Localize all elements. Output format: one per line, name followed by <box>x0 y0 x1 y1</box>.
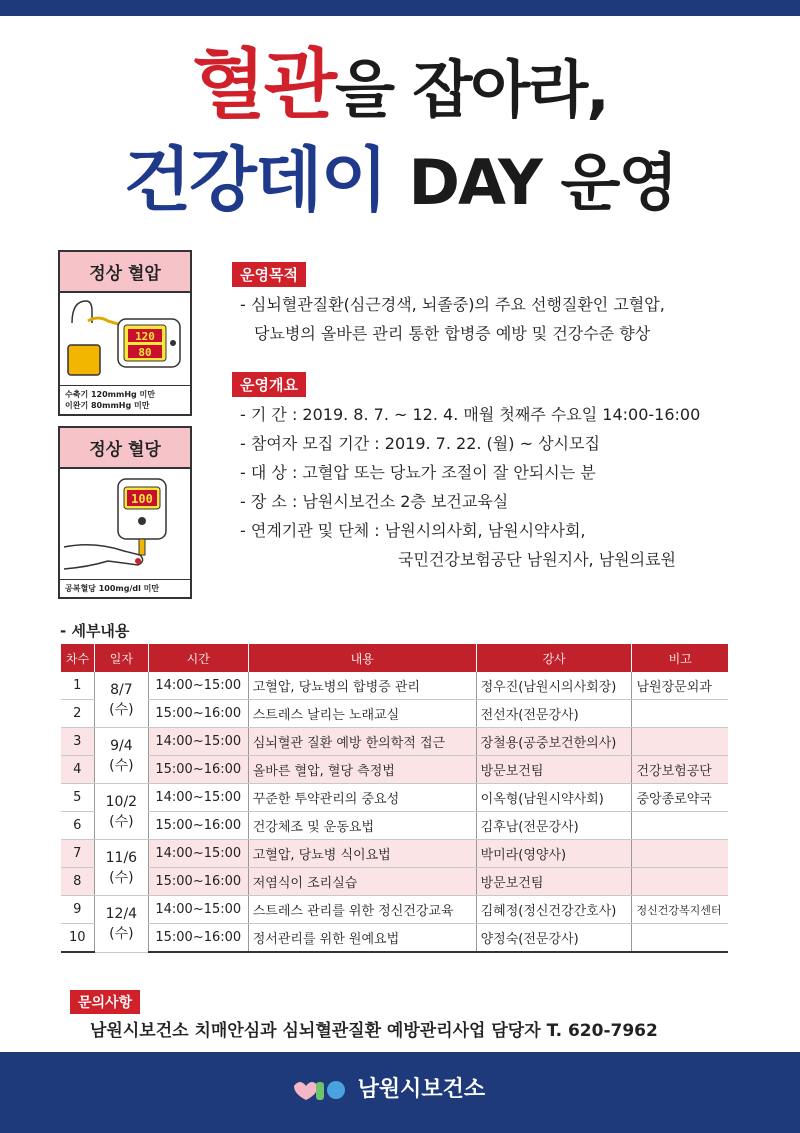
cell-session: 2 <box>61 700 95 728</box>
cell-lecturer: 양정숙(전문강사) <box>476 924 632 953</box>
bp-systolic-label: 수축기 120mmHg 미만 <box>65 390 156 399</box>
cell-content: 저염식이 조리실습 <box>248 868 476 896</box>
cell-lecturer: 방문보건팀 <box>476 756 632 784</box>
cell-note <box>632 812 728 840</box>
cell-note <box>632 728 728 756</box>
contact-text: 남원시보건소 치매안심과 심뇌혈관질환 예방관리사업 담당자 T. 620-7962 <box>90 1021 658 1041</box>
cell-lecturer: 이옥형(남원시약사회) <box>476 784 632 812</box>
table-header-row <box>61 644 729 672</box>
cell-content: 올바른 혈압, 혈당 측정법 <box>248 756 476 784</box>
cell-lecturer: 박미라(영양사) <box>476 840 632 868</box>
cell-lecturer: 방문보건팀 <box>476 868 632 896</box>
blood-pressure-card <box>58 250 192 416</box>
blood-sugar-card <box>58 426 192 599</box>
cell-session: 3 <box>61 728 95 756</box>
card-header: 정상 혈압 <box>60 252 190 293</box>
table-row <box>61 868 729 896</box>
cell-content: 고혈압, 당뇨병 식이요법 <box>248 840 476 868</box>
fasting-glucose-label: 공복혈당 100mg/dl 미만 <box>65 584 160 593</box>
contact-heading: 문의사항 <box>70 990 140 1014</box>
card-header: 정상 혈당 <box>60 428 190 469</box>
table-row <box>61 672 729 700</box>
date-day: (수) <box>109 869 134 886</box>
date-value: 10/2 <box>105 793 138 810</box>
card-footer <box>60 385 190 414</box>
overview-period: - 기 간 : 2019. 8. 7. ~ 12. 4. 매월 첫째주 수요일 14:00-16:00 <box>240 405 701 424</box>
overview-text <box>240 400 700 574</box>
card-footer <box>60 579 190 597</box>
cell-content: 건강체조 및 운동요법 <box>248 812 476 840</box>
header-session: 차수 <box>61 644 95 672</box>
table-row <box>61 756 729 784</box>
top-bar <box>0 0 800 16</box>
cell-content: 스트레스 날리는 노래교실 <box>248 700 476 728</box>
cell-time: 14:00~15:00 <box>148 672 248 700</box>
cell-date <box>94 840 148 896</box>
cell-lecturer: 전선자(전문강사) <box>476 700 632 728</box>
footer-bar <box>0 1052 800 1133</box>
cell-time: 14:00~15:00 <box>148 784 248 812</box>
title-line-1 <box>0 40 800 135</box>
overview-partners: - 연계기관 및 단체 : 남원시의사회, 남원시약사회, <box>240 521 586 540</box>
purpose-heading: 운영목적 <box>232 262 306 287</box>
cell-time: 15:00~16:00 <box>148 924 248 953</box>
cell-session: 7 <box>61 840 95 868</box>
date-day: (수) <box>109 925 134 942</box>
cell-note: 정신건강복지센터 <box>632 896 728 924</box>
header-content: 내용 <box>248 644 476 672</box>
purpose-line-2: 당뇨병의 올바른 관리 통한 합병증 예방 및 건강수준 향상 <box>254 324 651 343</box>
table-row <box>61 840 729 868</box>
cell-note: 남원장문외과 <box>632 672 728 700</box>
title-highlight-blue: 건강데이 <box>123 139 387 221</box>
cell-note <box>632 868 728 896</box>
cell-content: 꾸준한 투약관리의 중요성 <box>248 784 476 812</box>
cell-lecturer: 김후남(전문강사) <box>476 812 632 840</box>
cell-content: 심뇌혈관 질환 예방 한의학적 접근 <box>248 728 476 756</box>
overview-location: - 장 소 : 남원시보건소 2층 보건교육실 <box>240 492 509 511</box>
table-row <box>61 924 729 953</box>
cell-lecturer: 정우진(남원시의사회장) <box>476 672 632 700</box>
cell-note: 중앙종로약국 <box>632 784 728 812</box>
overview-heading: 운영개요 <box>232 372 306 397</box>
cell-time: 15:00~16:00 <box>148 868 248 896</box>
cell-content: 스트레스 관리를 위한 정신건강교육 <box>248 896 476 924</box>
logo-icon <box>290 1076 350 1104</box>
cell-session: 4 <box>61 756 95 784</box>
cell-session: 8 <box>61 868 95 896</box>
cell-session: 1 <box>61 672 95 700</box>
title-line2-rest: DAY 운영 <box>408 146 677 219</box>
cell-date <box>94 896 148 953</box>
cell-time: 15:00~16:00 <box>148 756 248 784</box>
cell-session: 6 <box>61 812 95 840</box>
cell-note <box>632 840 728 868</box>
cell-time: 15:00~16:00 <box>148 812 248 840</box>
bp-systolic-display: 120 <box>135 330 155 343</box>
cell-content: 고혈압, 당뇨병의 합병증 관리 <box>248 672 476 700</box>
date-value: 9/4 <box>110 737 133 754</box>
date-day: (수) <box>109 701 134 718</box>
cell-session: 10 <box>61 924 95 953</box>
header-time: 시간 <box>148 644 248 672</box>
date-day: (수) <box>109 813 134 830</box>
header-lecturer: 강사 <box>476 644 632 672</box>
cell-note <box>632 924 728 953</box>
cell-time: 15:00~16:00 <box>148 700 248 728</box>
cell-lecturer: 김혜정(정신건강간호사) <box>476 896 632 924</box>
cell-content: 정서관리를 위한 원예요법 <box>248 924 476 953</box>
blood-pressure-monitor-icon <box>60 293 190 385</box>
org-name: 남원시보건소 <box>357 1077 486 1102</box>
date-day: (수) <box>109 757 134 774</box>
header-date: 일자 <box>94 644 148 672</box>
cell-date <box>94 672 148 728</box>
table-row <box>61 784 729 812</box>
date-value: 12/4 <box>105 905 138 922</box>
cell-time: 14:00~15:00 <box>148 728 248 756</box>
cell-note: 건강보험공단 <box>632 756 728 784</box>
cell-date <box>94 728 148 784</box>
overview-target: - 대 상 : 고혈압 또는 당뇨가 조절이 잘 안되시는 분 <box>240 463 596 482</box>
bp-diastolic-label: 이완기 80mmHg 미만 <box>65 401 150 410</box>
table-row <box>61 700 729 728</box>
header-note: 비고 <box>632 644 728 672</box>
cell-session: 5 <box>61 784 95 812</box>
date-value: 11/6 <box>105 849 138 866</box>
title-line-2 <box>0 135 800 228</box>
table-row <box>61 896 729 924</box>
bp-diastolic-display: 80 <box>138 346 152 359</box>
overview-partners-cont: 국민건강보험공단 남원지사, 남원의료원 <box>398 550 677 569</box>
overview-recruitment: - 참여자 모집 기간 : 2019. 7. 22. (월) ~ 상시모집 <box>240 434 600 453</box>
purpose-text <box>240 290 665 348</box>
cell-date <box>94 784 148 840</box>
schedule-table <box>60 644 728 953</box>
glucose-meter-icon <box>60 469 190 579</box>
cell-time: 14:00~15:00 <box>148 840 248 868</box>
glucose-display: 100 <box>131 492 153 506</box>
cell-session: 9 <box>61 896 95 924</box>
purpose-line-1: - 심뇌혈관질환(심근경색, 뇌졸중)의 주요 선행질환인 고혈압, <box>240 295 665 314</box>
cell-note <box>632 700 728 728</box>
table-row <box>61 728 729 756</box>
date-value: 8/7 <box>110 681 133 698</box>
title-highlight-red: 혈관 <box>192 40 336 129</box>
cell-lecturer: 장철용(공중보건한의사) <box>476 728 632 756</box>
title-line1-rest: 을 잡아라, <box>335 53 608 126</box>
cell-time: 14:00~15:00 <box>148 896 248 924</box>
table-row <box>61 812 729 840</box>
org-logo <box>290 1072 485 1104</box>
detail-label: - 세부내용 <box>60 622 130 640</box>
